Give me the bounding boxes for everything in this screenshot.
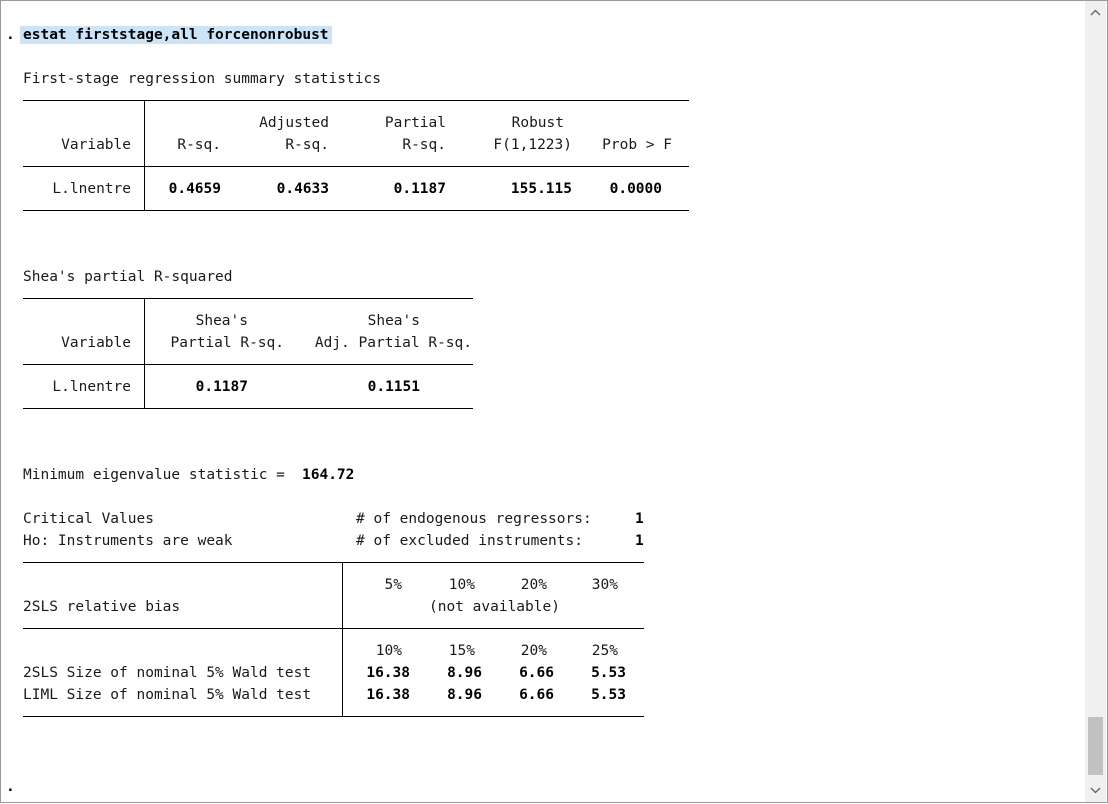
table-rule xyxy=(23,628,644,629)
critical-title: Critical Values xyxy=(23,511,154,527)
command-text[interactable]: estat firststage,all forcenonrobust xyxy=(20,26,332,44)
bias-level: 30% xyxy=(591,577,618,593)
bias-not-available: (not available) xyxy=(429,599,560,615)
bias-level: 20% xyxy=(520,577,547,593)
table-rule xyxy=(23,364,473,365)
size-value: 16.38 xyxy=(366,687,410,703)
size-level: 10% xyxy=(375,643,402,659)
value-robust-f: 155.115 xyxy=(510,181,572,197)
table-rule xyxy=(23,100,689,101)
size-level: 20% xyxy=(520,643,547,659)
shea-value-adj-partial: 0.1151 xyxy=(367,379,420,395)
size-value: 6.66 xyxy=(519,687,554,703)
value-adj-rsq: 0.4633 xyxy=(276,181,329,197)
table-rule xyxy=(23,210,689,211)
size-value: 8.96 xyxy=(447,687,482,703)
first-stage-title: First-stage regression summary statistics xyxy=(23,71,381,87)
table-separator xyxy=(144,299,145,408)
shea-header-shea2: Shea's xyxy=(367,313,420,329)
header-rsq: R-sq. xyxy=(177,137,221,153)
header-variable: Variable xyxy=(61,137,131,153)
excl-value: 1 xyxy=(635,533,644,549)
shea-header-shea1: Shea's xyxy=(195,313,248,329)
table-rule xyxy=(23,166,689,167)
shea-title: Shea's partial R-squared xyxy=(23,269,233,285)
endog-value: 1 xyxy=(635,511,644,527)
excl-label: # of excluded instruments: xyxy=(356,533,583,549)
size-value: 16.38 xyxy=(366,665,410,681)
value-partial-rsq: 0.1187 xyxy=(393,181,446,197)
value-prob-f: 0.0000 xyxy=(609,181,662,197)
header-robust-f: F(1,1223) xyxy=(493,137,572,153)
eigen-label: Minimum eigenvalue statistic = xyxy=(23,467,294,483)
size-row-label: LIML Size of nominal 5% Wald test xyxy=(23,687,312,703)
shea-header-adj-partial: Adj. Partial R-sq. xyxy=(314,335,472,351)
critical-hypothesis: Ho: Instruments are weak xyxy=(23,533,233,549)
header-adjusted-rsq: R-sq. xyxy=(285,137,329,153)
table-separator xyxy=(342,563,343,716)
row-variable: L.lnentre xyxy=(52,181,131,197)
table-separator xyxy=(144,101,145,210)
table-rule xyxy=(23,408,473,409)
endog-label: # of endogenous regressors: xyxy=(356,511,592,527)
table-rule xyxy=(23,562,644,563)
header-prob-f: Prob > F xyxy=(602,137,672,153)
table-rule xyxy=(23,298,473,299)
header-robust: Robust xyxy=(511,115,564,131)
header-partial-rsq: R-sq. xyxy=(402,137,446,153)
header-adjusted: Adjusted xyxy=(259,115,329,131)
shea-header-variable: Variable xyxy=(61,335,131,351)
value-rsq: 0.4659 xyxy=(168,181,221,197)
bias-level: 5% xyxy=(384,577,402,593)
eigen-value: 164.72 xyxy=(302,467,355,483)
size-level: 25% xyxy=(591,643,618,659)
size-value: 5.53 xyxy=(591,665,626,681)
shea-header-partial: Partial R-sq. xyxy=(170,335,284,351)
size-value: 5.53 xyxy=(591,687,626,703)
size-value: 6.66 xyxy=(519,665,554,681)
scrollbar-thumb[interactable] xyxy=(1088,717,1103,775)
size-level: 15% xyxy=(448,643,475,659)
size-row-label: 2SLS Size of nominal 5% Wald test xyxy=(23,665,312,681)
trailing-prompt: . xyxy=(6,779,15,795)
header-partial: Partial xyxy=(384,115,446,131)
chevron-up-icon[interactable] xyxy=(1085,3,1106,23)
shea-row-variable: L.lnentre xyxy=(52,379,131,395)
table-rule xyxy=(23,716,644,717)
command-prompt-dot: . xyxy=(6,27,15,43)
vertical-scrollbar[interactable] xyxy=(1085,1,1106,802)
size-value: 8.96 xyxy=(447,665,482,681)
bias-label: 2SLS relative bias xyxy=(23,599,181,615)
bias-level: 10% xyxy=(448,577,475,593)
chevron-down-icon[interactable] xyxy=(1085,780,1106,800)
shea-value-partial: 0.1187 xyxy=(195,379,248,395)
